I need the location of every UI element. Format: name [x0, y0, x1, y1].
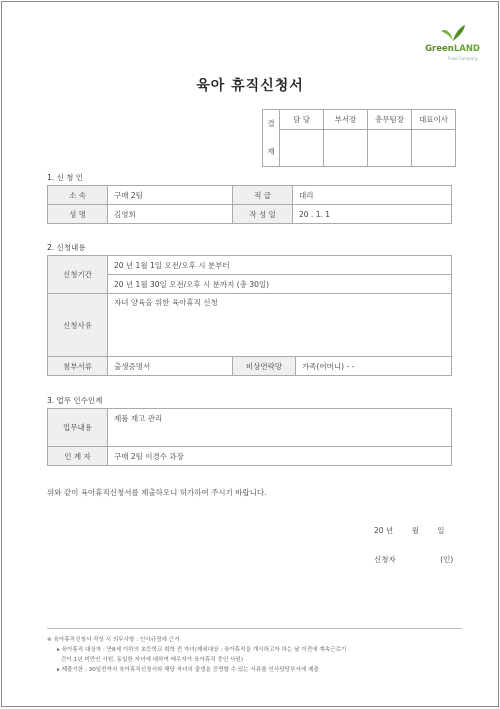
request-statement: 위와 같이 육아휴직신청서를 제출하오니 허가하여 주시기 바랍니다.	[47, 488, 267, 497]
document-page	[1, 1, 499, 707]
date-day[interactable]: 일	[437, 526, 445, 535]
approval-header-gm: 총무팀장	[368, 110, 412, 130]
period-start[interactable]: 20 년 1월 1일 오전/오후 시 분부터	[108, 256, 452, 275]
contact-label: 비상연락망	[233, 357, 296, 376]
date-value[interactable]: 20 . 1. 1	[293, 205, 452, 224]
period-label: 신청기간	[48, 256, 108, 294]
date-month[interactable]: 월	[411, 526, 419, 535]
signer-label: 신청자	[374, 555, 396, 564]
dept-value[interactable]: 구매 2팀	[108, 186, 233, 205]
company-logo	[418, 24, 480, 66]
attach-label: 첨부서류	[48, 357, 108, 376]
note-item-deadline: ▸ 제출기한 : 30일전까지 육아휴직신청서와 해당 자녀의 출생을 증명할 수 있는 서류를 인사담당부서에 제출	[57, 667, 319, 673]
notes-heading: ※ 육아휴직신청서 작성 시 의무사항 : 인사규정에 근거	[47, 637, 180, 643]
section-title-applicant: 1. 신 청 인	[47, 173, 84, 182]
date-label: 작 성 일	[233, 205, 293, 224]
section-title-handover: 3. 업무 인수인계	[47, 396, 103, 405]
attach-value[interactable]: 출생증명서	[108, 357, 233, 376]
name-label: 성 명	[48, 205, 108, 224]
section-title-request: 2. 신청내용	[47, 243, 86, 252]
work-label: 업무내용	[48, 409, 108, 447]
approval-header-staff: 담 당	[280, 110, 324, 130]
approval-sign-dept-head[interactable]	[324, 130, 368, 167]
approval-sign-gm[interactable]	[368, 130, 412, 167]
leaf-icon	[440, 24, 466, 42]
document-title: 육아 휴직신청서	[196, 78, 304, 94]
reason-value[interactable]: 자녀 양육을 위한 육아휴직 신청	[108, 294, 452, 357]
rank-label: 직 급	[233, 186, 293, 205]
work-value[interactable]: 제품 재고 관리	[108, 409, 452, 447]
approval-sign-ceo[interactable]	[412, 130, 456, 167]
handover-value[interactable]: 구매 2팀 이경수 과장	[108, 447, 452, 466]
request-table	[47, 255, 452, 376]
dept-label: 소 속	[48, 186, 108, 205]
note-item-eligibility-cont: 간이 1년 미만인 사원, 동일한 자녀에 대하여 배우자가 육아휴직 중인 사원)	[61, 657, 244, 663]
rank-value[interactable]: 대리	[293, 186, 452, 205]
handover-label: 인 계 자	[48, 447, 108, 466]
signer-seal[interactable]: (인)	[440, 555, 454, 564]
applicant-table	[47, 185, 452, 224]
period-end[interactable]: 20 년 1월 30일 오전/오후 시 분까지 (총 30일)	[108, 275, 452, 294]
name-value[interactable]: 김영희	[108, 205, 233, 224]
signer-line	[374, 554, 453, 565]
handover-table	[47, 408, 452, 466]
notes-section	[47, 628, 462, 675]
logo-subtext: Food Company	[448, 56, 478, 61]
approval-header-ceo: 대표이사	[412, 110, 456, 130]
contact-value[interactable]: 가족(어머니) - -	[296, 357, 452, 376]
approval-side-label: 결 재	[263, 110, 280, 167]
approval-table	[262, 109, 456, 167]
approval-header-dept-head: 부서장	[324, 110, 368, 130]
approval-sign-staff[interactable]	[280, 130, 324, 167]
date-year[interactable]: 20 년	[374, 526, 394, 535]
logo-text: GreenLAND	[425, 44, 480, 54]
note-item-eligibility: ▸ 육아휴직 대상자 : 만8세 이하의 초등학교 취학 전 자녀(제외대상 : 육아휴직을 개시하고자 하는 날 이전에 계속근로기	[57, 647, 347, 653]
submission-date	[374, 525, 444, 536]
reason-label: 신청사유	[48, 294, 108, 357]
